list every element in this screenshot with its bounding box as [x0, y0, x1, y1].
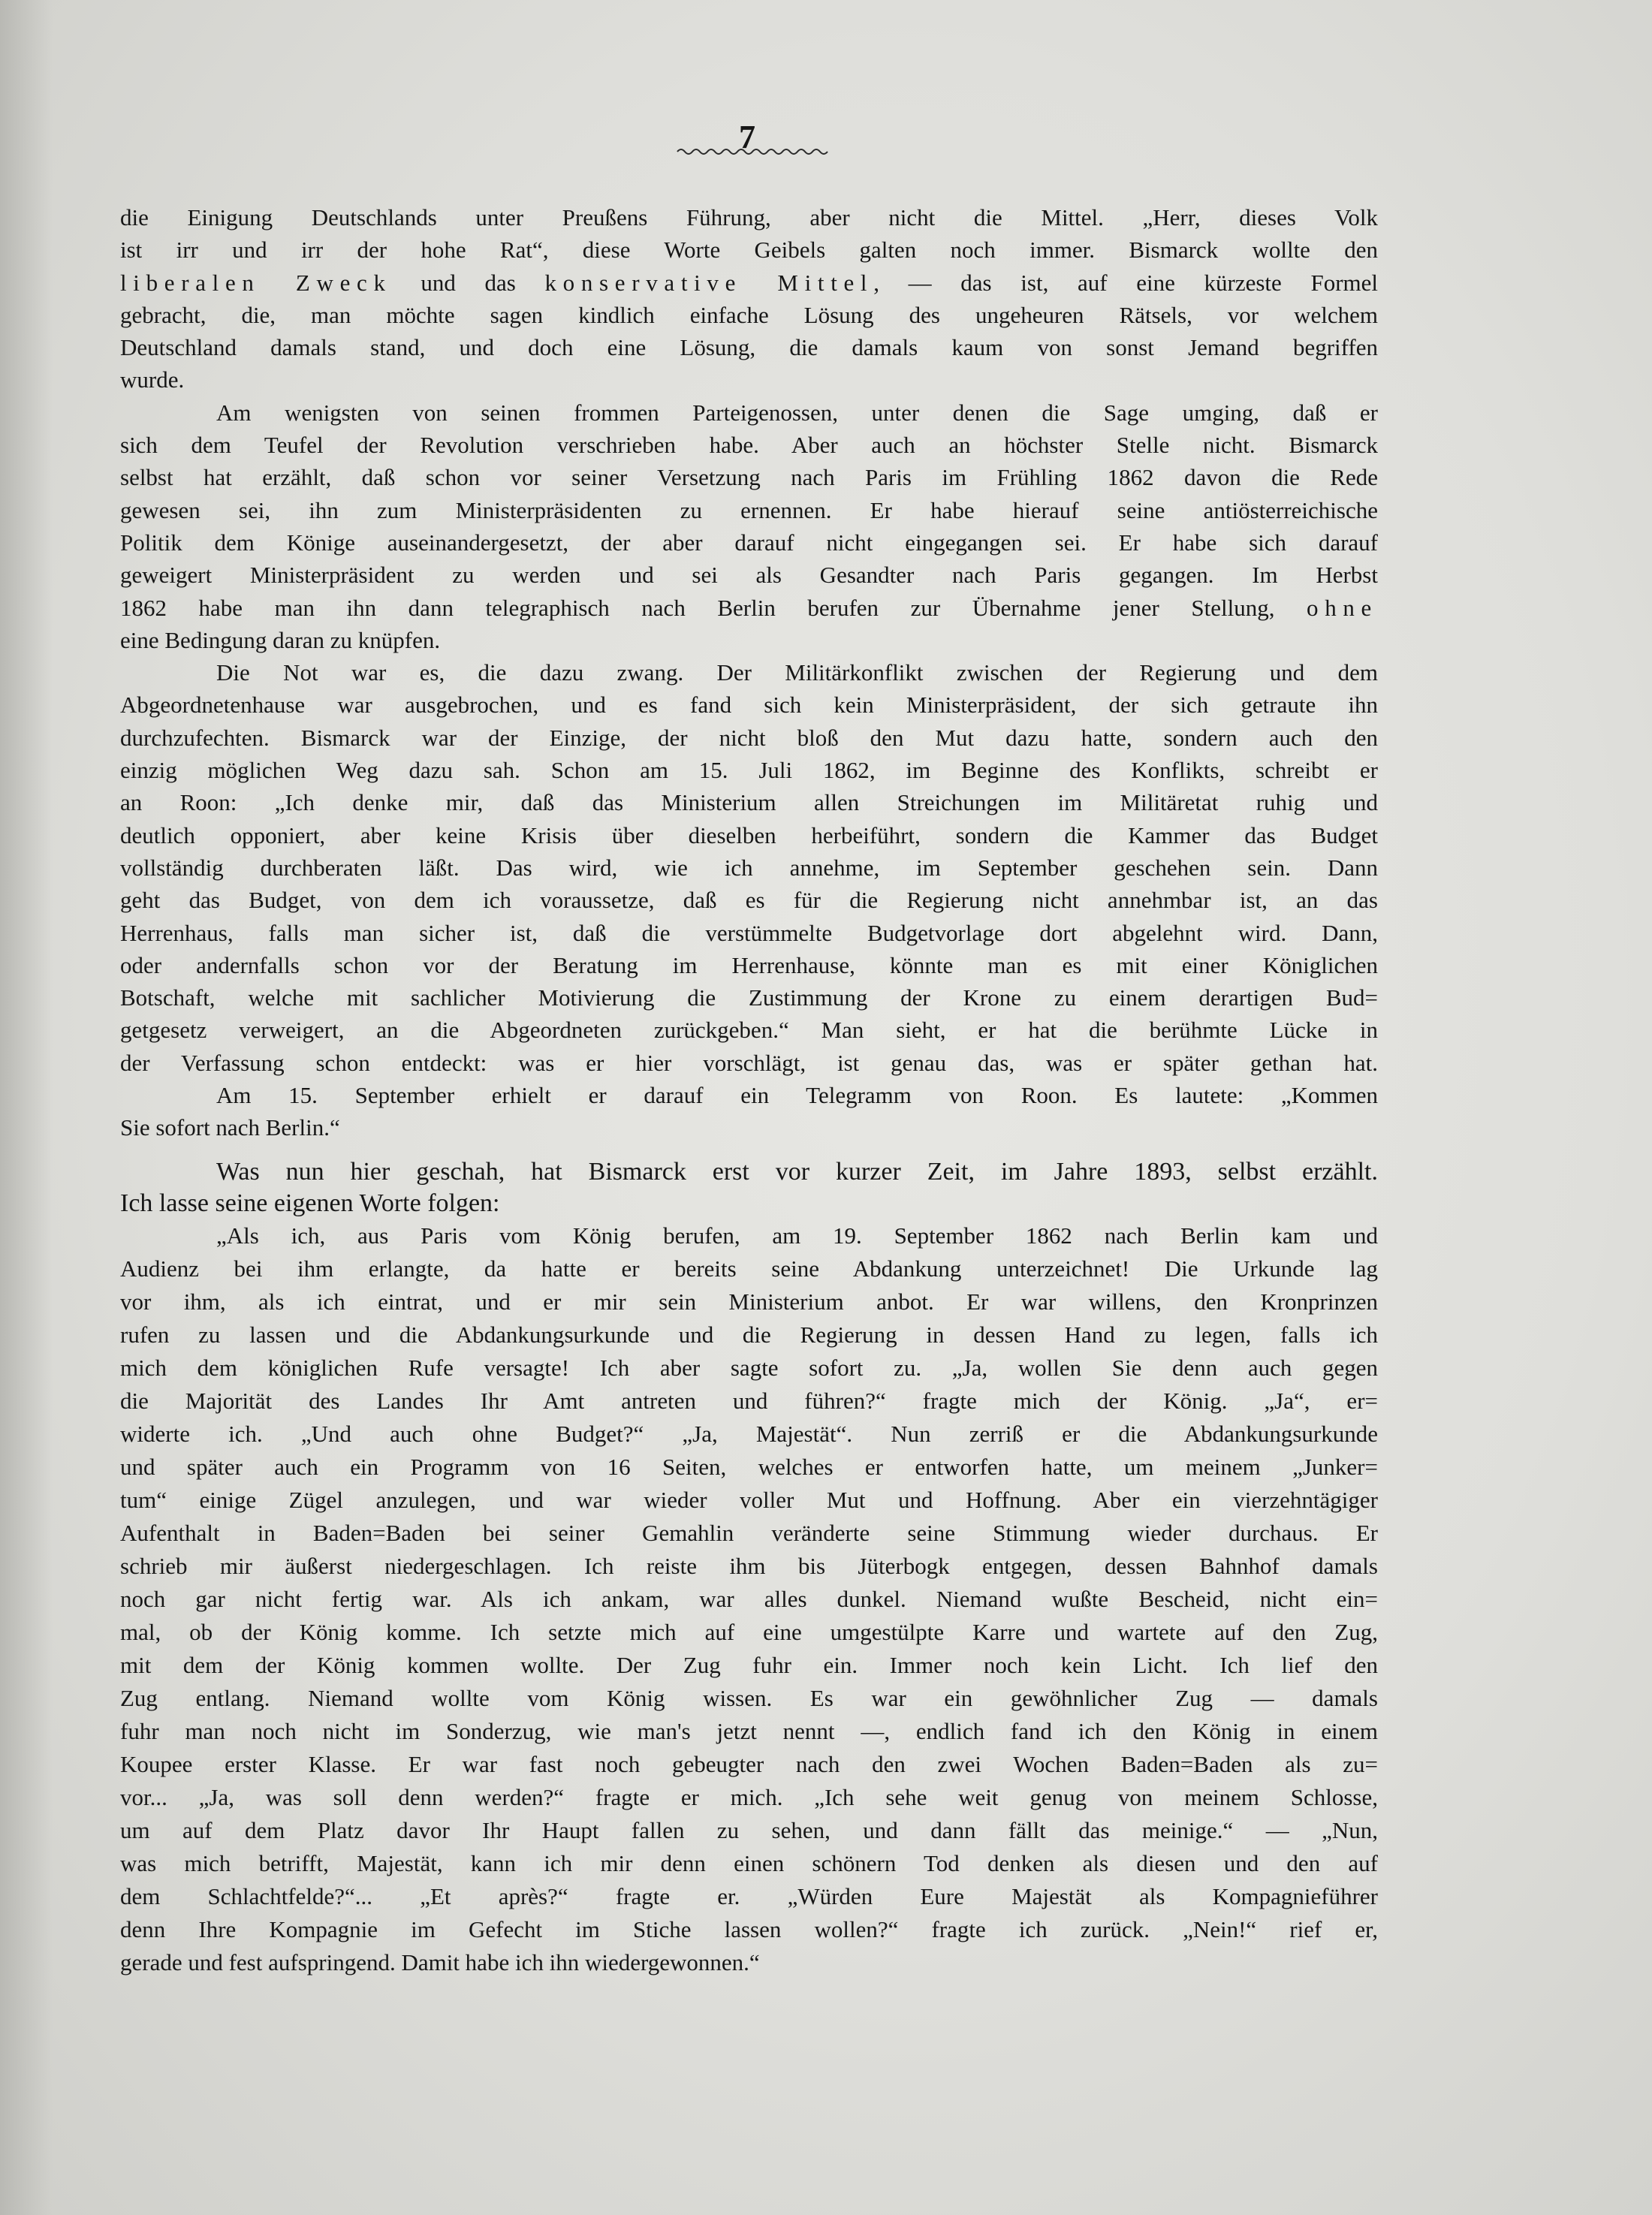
text-line: selbst hat erzählt, daß schon vor seiner Versetzung nach Paris im Frühling 1862 davon die Rede [120, 464, 1378, 491]
body-text [120, 201, 1378, 1979]
text-line: Zug entlang. Niemand wollte vom König wissen. Es war ein gewöhnlicher Zug — damals [120, 1684, 1378, 1711]
text-line: vollständig durchberaten läßt. Das wird, wie ich annehme, im September geschehen sein. Dann [120, 854, 1378, 881]
text-line: Abgeordnetenhause war ausgebrochen, und es fand sich kein Ministerpräsident, der sich getraute ihn [120, 692, 1378, 719]
text-line: die Majorität des Landes Ihr Amt antreten und führen?“ fragte mich der König. „Ja“, er= [120, 1387, 1378, 1414]
text-line: Was nun hier geschah, hat Bismarck erst vor kurzer Zeit, im Jahre 1893, selbst erzählt. [216, 1157, 1378, 1186]
text-line [120, 592, 1378, 624]
text-line: gewesen sei, ihn zum Ministerpräsidenten zu ernennen. Er habe hierauf seine antiösterreichische [120, 496, 1378, 523]
spaced-emphasis-text: ohne [1307, 594, 1378, 621]
text-run: 1862 habe man ihn dann telegraphisch nach Berlin berufen zur Übernahme jener Stellung, [120, 594, 1307, 621]
text-line: „Als ich, aus Paris vom König berufen, am 19. September 1862 nach Berlin kam und [216, 1222, 1378, 1249]
spaced-emphasis-text: konservative Mittel [544, 269, 874, 296]
text-line: wurde. [120, 366, 185, 393]
text-line: Politik dem Könige auseinandergesetzt, der aber darauf nicht eingegangen sei. Er habe sich darauf [120, 529, 1378, 556]
text-line: vor ihm, als ich eintrat, und er mir sein Ministerium anbot. Er war willens, den Kronprinzen [120, 1288, 1378, 1315]
text-line: Die Not war es, die dazu zwang. Der Militärkonflikt zwischen der Regierung und dem [216, 659, 1378, 686]
text-run: , — das ist, auf eine kürzeste Formel [873, 269, 1379, 296]
text-line: gebracht, die, man möchte sagen kindlich einfache Lösung des ungeheuren Rätsels, vor welchem [120, 301, 1378, 328]
text-line: denn Ihre Kompagnie im Gefecht im Stiche lassen wollen?“ fragte ich zurück. „Nein!“ rief er, [120, 1915, 1378, 1942]
text-line: Am 15. September erhielt er darauf ein Telegramm von Roon. Es lautete: „Kommen [216, 1082, 1378, 1109]
text-line: getgesetz verweigert, an die Abgeordneten zurückgeben.“ Man sieht, er hat die berühmte Lücke in [120, 1017, 1378, 1044]
text-line: geweigert Ministerpräsident zu werden und sei als Gesandter nach Paris gegangen. Im Herbst [120, 562, 1378, 589]
text-line: oder andernfalls schon vor der Beratung im Herrenhause, könnte man es mit einer Königlichen [120, 951, 1378, 978]
text-line: die Einigung Deutschlands unter Preußens Führung, aber nicht die Mittel. „Herr, dieses Volk [120, 204, 1378, 231]
text-line: eine Bedingung daran zu knüpfen. [120, 626, 441, 653]
paragraph [120, 656, 1378, 1079]
text-line: dem Schlachtfelde?“... „Et après?“ fragte er. „Würden Eure Majestät als Kompagnieführer [120, 1882, 1378, 1909]
text-line: was mich betrifft, Majestät, kann ich mir denn einen schönern Tod denken als diesen und den auf [120, 1849, 1378, 1876]
text-line: Botschaft, welche mit sachlicher Motivierung die Zustimmung der Krone zu einem derartigen Bud= [120, 984, 1378, 1011]
paragraph [120, 396, 1378, 656]
paragraph [120, 201, 1378, 396]
text-line: Deutschland damals stand, und doch eine Lösung, die damals kaum von sonst Jemand begriffen [120, 334, 1378, 361]
text-line: Audienz bei ihm erlangte, da hatte er bereits seine Abdankung unterzeichnet! Die Urkunde lag [120, 1255, 1378, 1282]
text-line: Am wenigsten von seinen frommen Parteigenossen, unter denen die Sage umging, daß er [216, 399, 1378, 426]
text-line: vor... „Ja, was soll denn werden?“ fragte er mich. „Ich sehe weit genug von meinem Schlosse, [120, 1783, 1378, 1810]
text-line: Ich lasse seine eigenen Worte folgen: [120, 1189, 500, 1217]
text-line: gerade und fest aufspringend. Damit habe ich ihn wiedergewonnen.“ [120, 1948, 760, 1975]
text-line: mal, ob der König komme. Ich setzte mich auf eine umgestülpte Karre und wartete auf den Zug, [120, 1618, 1378, 1645]
text-line: um auf dem Platz davor Ihr Haupt fallen zu sehen, und dann fällt das meinige.“ — „Nun, [120, 1816, 1378, 1843]
text-line: geht das Budget, von dem ich voraussetze, daß es für die Regierung nicht annehmbar ist, an das [120, 887, 1378, 914]
text-run: und das [391, 269, 545, 296]
text-line: einzig möglichen Weg dazu sah. Schon am 15. Juli 1862, im Beginne des Konflikts, schreibt er [120, 757, 1378, 784]
text-line [120, 267, 1378, 299]
text-line: an Roon: „Ich denke mir, daß das Ministerium allen Streichungen im Militäretat ruhig und [120, 789, 1378, 816]
paragraph [120, 1156, 1378, 1219]
text-line: der Verfassung schon entdeckt: was er hier vorschlägt, ist genau das, was er später gethan hat. [120, 1049, 1378, 1076]
text-line: durchzufechten. Bismarck war der Einzige, der nicht bloß den Mut dazu hatte, sondern auch den [120, 724, 1378, 751]
text-line: widerte ich. „Und auch ohne Budget?“ „Ja, Majestät“. Nun zerriß er die Abdankungsurkunde [120, 1420, 1378, 1447]
text-line: deutlich opponiert, aber keine Krisis über dieselben herbeiführt, sondern die Kammer das Budget [120, 821, 1378, 848]
text-line: fuhr man noch nicht im Sonderzug, wie man's jetzt nennt —, endlich fand ich den König in einem [120, 1717, 1378, 1744]
text-line: und später auch ein Programm von 16 Seiten, welches er entworfen hatte, um meinem „Junker= [120, 1453, 1378, 1480]
text-line: rufen zu lassen und die Abdankungsurkunde und die Regierung in dessen Hand zu legen, falls ich [120, 1321, 1378, 1348]
text-line: mich dem königlichen Rufe versagte! Ich aber sagte sofort zu. „Ja, wollen Sie denn auch gegen [120, 1354, 1378, 1381]
text-line: schrieb mir äußerst niedergeschlagen. Ich reiste ihm bis Jüterbogk entgegen, dessen Bahnhof damals [120, 1552, 1378, 1579]
spaced-emphasis-text: liberalen Zweck [120, 269, 392, 296]
text-line: ist irr und irr der hohe Rat“, diese Worte Geibels galten noch immer. Bismarck wollte den [120, 237, 1378, 264]
text-line: mit dem der König kommen wollte. Der Zug fuhr ein. Immer noch kein Licht. Ich lief den [120, 1651, 1378, 1678]
text-line: tum“ einige Zügel anzulegen, und war wieder voller Mut und Hoffnung. Aber ein vierzehntägiger [120, 1486, 1378, 1513]
paragraph [120, 1219, 1378, 1979]
page-number: 7 [739, 119, 755, 155]
paragraph [120, 1079, 1378, 1144]
text-line: Sie sofort nach Berlin.“ [120, 1114, 340, 1141]
text-line: Herrenhaus, falls man sicher ist, daß die verstümmelte Budgetvorlage dort abgelehnt wird. Dann, [120, 919, 1378, 946]
text-line: Koupee erster Klasse. Er war fast noch gebeugter nach den zwei Wochen Baden=Baden als zu= [120, 1750, 1378, 1777]
wavy-rule-ornament [676, 146, 830, 158]
scan-edge-shadow [0, 0, 53, 2215]
text-line: sich dem Teufel der Revolution verschrieben habe. Aber auch an höchster Stelle nicht. Bismarck [120, 432, 1378, 459]
text-line: Aufenthalt in Baden=Baden bei seiner Gemahlin veränderte seine Stimmung wieder durchaus. Er [120, 1519, 1378, 1546]
text-line: noch gar nicht fertig war. Als ich ankam, war alles dunkel. Niemand wußte Bescheid, nicht ein= [120, 1585, 1378, 1612]
